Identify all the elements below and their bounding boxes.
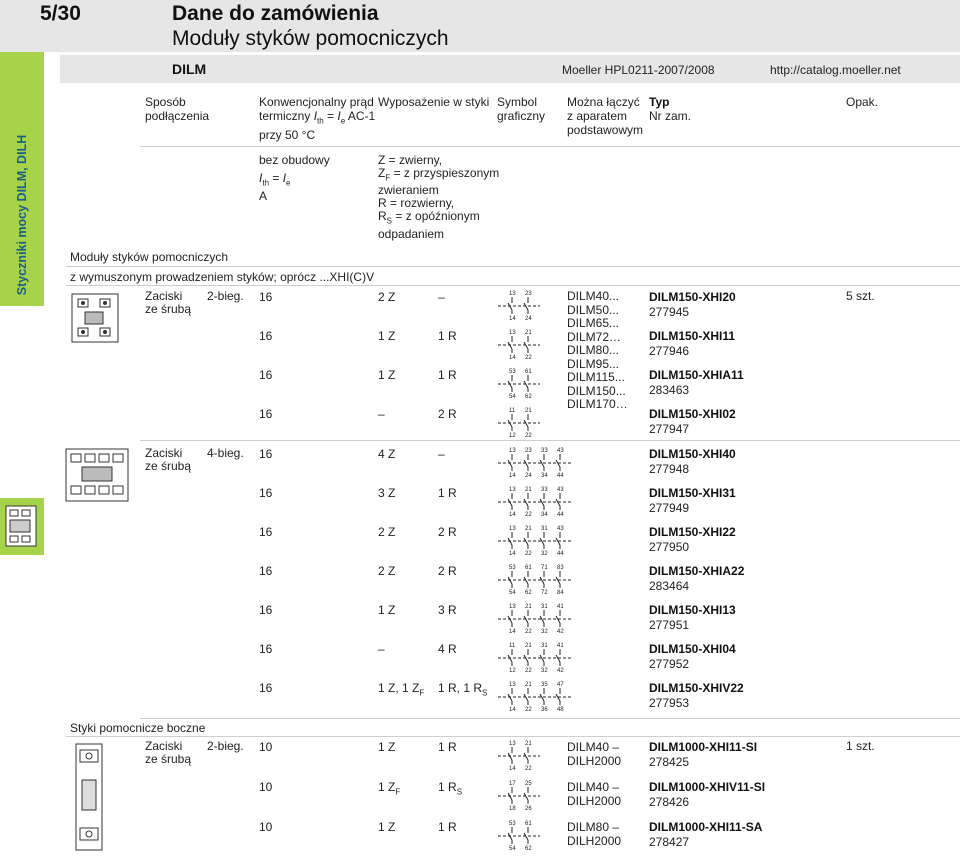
terminal-label-bottom: 14 xyxy=(509,766,516,772)
terminal-label-bottom: 14 xyxy=(509,707,516,713)
terminal-label-top: 31 xyxy=(541,604,548,610)
col-current-3: przy 50 °C xyxy=(259,128,316,143)
row-contacts-r: 1 R xyxy=(438,820,457,834)
row-order-number: 277945 xyxy=(649,305,690,319)
contact-symbol xyxy=(496,366,542,400)
col-type-sub: Nr zam. xyxy=(649,109,691,123)
row-contacts-z: 2 Z xyxy=(378,564,396,578)
row-order-number: 277951 xyxy=(649,618,690,632)
terminal-label-bottom: 14 xyxy=(509,473,516,479)
terminal-label-bottom: 84 xyxy=(557,590,564,596)
terminal-label-bottom: 22 xyxy=(525,629,532,635)
ith-label: $I_{th} = I_e$ xyxy=(259,171,291,188)
contact-symbol xyxy=(496,818,542,852)
row-connectable: DILM40 – DILH2000 xyxy=(567,740,622,768)
row-contacts-z: 2 Z xyxy=(378,290,396,304)
section-divider-2 xyxy=(66,285,960,286)
terminal-label-top: 33 xyxy=(541,487,548,493)
row-contacts-z: 1 $Z_F$ xyxy=(378,780,401,797)
row-contacts-r: 1 R xyxy=(438,329,457,343)
contact-symbol xyxy=(496,484,574,518)
header-divider xyxy=(140,146,960,147)
terminal-label-bottom: 14 xyxy=(509,355,516,361)
row-contacts-r: 1 R xyxy=(438,486,457,500)
contact-symbol xyxy=(496,445,574,479)
side-module-image xyxy=(68,740,112,858)
product-name: DILM xyxy=(172,61,207,77)
terminal-label-top: 13 xyxy=(509,330,516,336)
g3-pack: 1 szt. xyxy=(846,739,875,753)
terminal-label-bottom: 44 xyxy=(557,473,564,479)
g2-terminal-2: ze śrubą xyxy=(145,459,192,473)
terminal-label-top: 35 xyxy=(541,682,548,688)
terminal-label-bottom: 44 xyxy=(557,512,564,518)
terminal-label-top: 21 xyxy=(525,682,532,688)
row-current: 16 xyxy=(259,368,273,382)
terminal-label-top: 43 xyxy=(557,448,564,454)
terminal-label-bottom: 44 xyxy=(557,551,564,557)
row-current: 16 xyxy=(259,407,273,421)
row-contacts-r: 3 R xyxy=(438,603,457,617)
row-order-number: 278426 xyxy=(649,795,690,809)
contactor-icon xyxy=(0,498,44,555)
publisher: Moeller HPL0211-2007/2008 xyxy=(562,63,715,77)
terminal-label-bottom: 62 xyxy=(525,394,532,400)
row-order-number: 277952 xyxy=(649,657,690,671)
terminal-label-top: 21 xyxy=(525,604,532,610)
terminal-label-top: 21 xyxy=(525,487,532,493)
terminal-label-bottom: 22 xyxy=(525,433,532,439)
g2-poles: 4-bieg. xyxy=(207,446,244,460)
row-contacts-r: 2 R xyxy=(438,564,457,578)
contact-symbol xyxy=(496,640,574,674)
g3-terminal xyxy=(145,740,191,766)
terminal-label-top: 13 xyxy=(509,682,516,688)
g1-terminal xyxy=(145,290,191,316)
terminal-label-bottom: 32 xyxy=(541,551,548,557)
terminal-label-bottom: 34 xyxy=(541,512,548,518)
terminal-label-top: 11 xyxy=(509,408,516,414)
g1-terminal-1: Zaciski xyxy=(145,289,183,303)
terminal-label-bottom: 18 xyxy=(509,806,516,812)
terminal-label-top: 33 xyxy=(541,448,548,454)
section-side: Styki pomocnicze boczne xyxy=(70,721,206,735)
terminal-label-bottom: 54 xyxy=(509,846,516,852)
row-type: DILM150-XHIA22 xyxy=(649,564,745,578)
page-subtitle: Moduły styków pomocniczych xyxy=(172,27,449,50)
terminal-label-top: 23 xyxy=(525,291,532,297)
terminal-label-bottom: 42 xyxy=(557,629,564,635)
terminal-label-bottom: 32 xyxy=(541,629,548,635)
row-contacts-z: 1 Z xyxy=(378,820,396,834)
module-2pole-image xyxy=(68,290,124,346)
col-method-2: podłączenia xyxy=(145,109,210,123)
terminal-label-top: 83 xyxy=(557,565,564,571)
terminal-label-bottom: 22 xyxy=(525,707,532,713)
row-type: DILM150-XHI20 xyxy=(649,290,736,304)
group-divider-2 xyxy=(140,718,960,719)
contact-symbol xyxy=(496,405,542,439)
section-divider-3 xyxy=(66,736,960,737)
page-title: Dane do zamówienia xyxy=(172,2,379,25)
terminal-label-bottom: 12 xyxy=(509,668,516,674)
row-contacts-r: – xyxy=(438,290,445,304)
row-type: DILM150-XHIV22 xyxy=(649,681,744,695)
col-current-2: termiczny $I_{th} = I_e$ AC-1 xyxy=(259,109,376,126)
terminal-label-top: 43 xyxy=(557,526,564,532)
terminal-label-bottom: 22 xyxy=(525,766,532,772)
row-contacts-r: 2 R xyxy=(438,525,457,539)
row-order-number: 277946 xyxy=(649,344,690,358)
terminal-label-top: 31 xyxy=(541,643,548,649)
page-number: 5/30 xyxy=(40,2,81,25)
col-type: Typ xyxy=(649,95,670,109)
terminal-label-top: 71 xyxy=(541,565,548,571)
g3-poles: 2-bieg. xyxy=(207,739,244,753)
terminal-label-top: 13 xyxy=(509,604,516,610)
contact-symbol xyxy=(496,601,574,635)
row-current: 10 xyxy=(259,780,273,794)
row-contacts-r: 1 R xyxy=(438,368,457,382)
row-contacts-r: 1 R, 1 $R_S$ xyxy=(438,681,488,698)
row-order-number: 278425 xyxy=(649,755,690,769)
terminal-label-bottom: 62 xyxy=(525,590,532,596)
mirror-note: z wymuszonym prowadzeniem styków; oprócz ...XHI(C)V xyxy=(70,270,375,284)
unit-label: A xyxy=(259,189,268,203)
terminal-label-top: 53 xyxy=(509,369,516,375)
row-type: DILM150-XHI40 xyxy=(649,447,736,461)
g1-pack: 5 szt. xyxy=(846,289,875,303)
row-connectable: DILM80 – DILH2000 xyxy=(567,820,622,848)
terminal-label-top: 41 xyxy=(557,604,564,610)
row-type: DILM150-XHI11 xyxy=(649,329,736,343)
row-type: DILM1000-XHI11-SI xyxy=(649,740,758,754)
row-contacts-z: 2 Z xyxy=(378,525,396,539)
section-divider-1 xyxy=(66,266,960,267)
terminal-label-top: 13 xyxy=(509,487,516,493)
row-order-number: 277948 xyxy=(649,462,690,476)
row-current: 16 xyxy=(259,603,273,617)
terminal-label-top: 61 xyxy=(525,565,532,571)
col-method xyxy=(145,95,209,123)
g1-poles: 2-bieg. xyxy=(207,289,244,303)
terminal-label-top: 13 xyxy=(509,448,516,454)
terminal-label-top: 21 xyxy=(525,643,532,649)
module-4pole-image xyxy=(62,445,134,507)
row-order-number: 283463 xyxy=(649,383,690,397)
row-order-number: 277949 xyxy=(649,501,690,515)
col-contacts: Wyposażenie w styki xyxy=(378,95,490,109)
contactor-thumbnail xyxy=(0,498,44,555)
row-type: DILM150-XHI22 xyxy=(649,525,736,539)
contact-symbol xyxy=(496,679,574,713)
terminal-label-top: 61 xyxy=(525,369,532,375)
terminal-label-bottom: 36 xyxy=(541,707,548,713)
g3-terminal-2: ze śrubą xyxy=(145,752,192,766)
col-current xyxy=(259,95,375,142)
terminal-label-bottom: 22 xyxy=(525,668,532,674)
header-bar xyxy=(0,0,960,52)
terminal-label-top: 13 xyxy=(509,741,516,747)
terminal-label-top: 41 xyxy=(557,643,564,649)
row-contacts-z: – xyxy=(378,642,385,656)
row-contacts-z: 1 Z xyxy=(378,329,396,343)
row-current: 10 xyxy=(259,740,273,754)
terminal-label-top: 13 xyxy=(509,291,516,297)
terminal-label-top: 53 xyxy=(509,821,516,827)
contact-symbol xyxy=(496,288,542,322)
terminal-label-top: 21 xyxy=(525,408,532,414)
terminal-label-bottom: 72 xyxy=(541,590,548,596)
terminal-label-bottom: 26 xyxy=(525,806,532,812)
row-current: 16 xyxy=(259,329,273,343)
row-current: 16 xyxy=(259,290,273,304)
row-type: DILM150-XHI04 xyxy=(649,642,736,656)
contact-symbol xyxy=(496,562,574,596)
row-contacts-r: 2 R xyxy=(438,407,457,421)
terminal-label-top: 21 xyxy=(525,330,532,336)
terminal-label-bottom: 24 xyxy=(525,473,532,479)
g2-terminal-1: Zaciski xyxy=(145,446,183,460)
housing-label: bez obudowy xyxy=(259,153,330,167)
col-current-1: Konwencjonalny prąd xyxy=(259,95,374,109)
row-current: 16 xyxy=(259,486,273,500)
terminal-label-top: 13 xyxy=(509,526,516,532)
row-contacts-z: 1 Z, 1 $Z_F$ xyxy=(378,681,425,698)
row-current: 16 xyxy=(259,681,273,695)
g1-connectable: DILM40... DILM50... DILM65... DILM72… DILM80... DILM95... DILM115... DILM150... DILM170… xyxy=(567,289,628,411)
row-type: DILM150-XHI13 xyxy=(649,603,736,617)
row-order-number: 277950 xyxy=(649,540,690,554)
row-order-number: 278427 xyxy=(649,835,690,849)
g3-terminal-1: Zaciski xyxy=(145,739,183,753)
row-connectable: DILM40 – DILH2000 xyxy=(567,780,622,808)
row-current: 16 xyxy=(259,447,273,461)
row-type: DILM1000-XHI11-SA xyxy=(649,820,763,834)
terminal-label-top: 23 xyxy=(525,448,532,454)
contact-symbol xyxy=(496,738,542,772)
terminal-label-bottom: 34 xyxy=(541,473,548,479)
row-contacts-z: 1 Z xyxy=(378,368,396,382)
row-contacts-r: 1 R xyxy=(438,740,457,754)
row-contacts-r: – xyxy=(438,447,445,461)
contact-symbol xyxy=(496,778,542,812)
contact-symbol xyxy=(496,327,542,361)
terminal-label-bottom: 54 xyxy=(509,590,516,596)
row-type: DILM1000-XHIV11-SI xyxy=(649,780,766,794)
row-contacts-r: 4 R xyxy=(438,642,457,656)
row-current: 16 xyxy=(259,642,273,656)
terminal-label-bottom: 32 xyxy=(541,668,548,674)
terminal-label-bottom: 24 xyxy=(525,316,532,322)
terminal-label-top: 43 xyxy=(557,487,564,493)
terminal-label-top: 47 xyxy=(557,682,564,688)
row-current: 10 xyxy=(259,820,273,834)
terminal-label-bottom: 14 xyxy=(509,316,516,322)
section-modules: Moduły styków pomocniczych xyxy=(70,250,229,264)
row-order-number: 283464 xyxy=(649,579,690,593)
terminal-label-top: 21 xyxy=(525,741,532,747)
row-contacts-z: – xyxy=(378,407,385,421)
terminal-label-top: 21 xyxy=(525,526,532,532)
row-current: 16 xyxy=(259,525,273,539)
row-order-number: 277953 xyxy=(649,696,690,710)
row-contacts-z: 1 Z xyxy=(378,740,396,754)
group-divider-1 xyxy=(140,440,960,441)
terminal-label-bottom: 54 xyxy=(509,394,516,400)
col-method-1: Sposób xyxy=(145,95,186,109)
contact-symbol xyxy=(496,523,574,557)
terminal-label-bottom: 14 xyxy=(509,512,516,518)
terminal-label-bottom: 22 xyxy=(525,512,532,518)
terminal-label-top: 25 xyxy=(525,781,532,787)
terminal-label-bottom: 12 xyxy=(509,433,516,439)
g2-terminal xyxy=(145,447,191,473)
terminal-label-top: 11 xyxy=(509,643,516,649)
row-type: DILM150-XHIA11 xyxy=(649,368,744,382)
col-pack: Opak. xyxy=(846,95,879,109)
row-order-number: 277947 xyxy=(649,422,690,436)
row-type: DILM150-XHI02 xyxy=(649,407,736,421)
row-contacts-z: 3 Z xyxy=(378,486,396,500)
terminal-label-bottom: 22 xyxy=(525,551,532,557)
terminal-label-bottom: 14 xyxy=(509,629,516,635)
row-contacts-r: 1 $R_S$ xyxy=(438,780,463,797)
g1-terminal-2: ze śrubą xyxy=(145,302,192,316)
terminal-label-top: 61 xyxy=(525,821,532,827)
terminal-label-bottom: 14 xyxy=(509,551,516,557)
terminal-label-bottom: 62 xyxy=(525,846,532,852)
row-contacts-z: 4 Z xyxy=(378,447,396,461)
sidebar-title: Styczniki mocy DILM, DILH xyxy=(15,134,29,296)
terminal-label-top: 31 xyxy=(541,526,548,532)
row-type: DILM150-XHI31 xyxy=(649,486,736,500)
terminal-label-bottom: 22 xyxy=(525,355,532,361)
terminal-label-bottom: 42 xyxy=(557,668,564,674)
catalog-link[interactable]: http://catalog.moeller.net xyxy=(770,63,901,77)
row-contacts-z: 1 Z xyxy=(378,603,396,617)
terminal-label-top: 53 xyxy=(509,565,516,571)
col-connectable: Można łączyć z aparatem podstawowym xyxy=(567,95,644,137)
row-current: 16 xyxy=(259,564,273,578)
terminal-label-bottom: 48 xyxy=(557,707,564,713)
col-symbol: Symbol graficzny xyxy=(497,95,546,123)
terminal-label-top: 17 xyxy=(509,781,516,787)
contact-legend: Z = zwierny, $Z_F = z$ przyspieszonym zwieraniem R = rozwierny, $R_S = z$ opóźnionym odpadaniem xyxy=(378,153,500,241)
